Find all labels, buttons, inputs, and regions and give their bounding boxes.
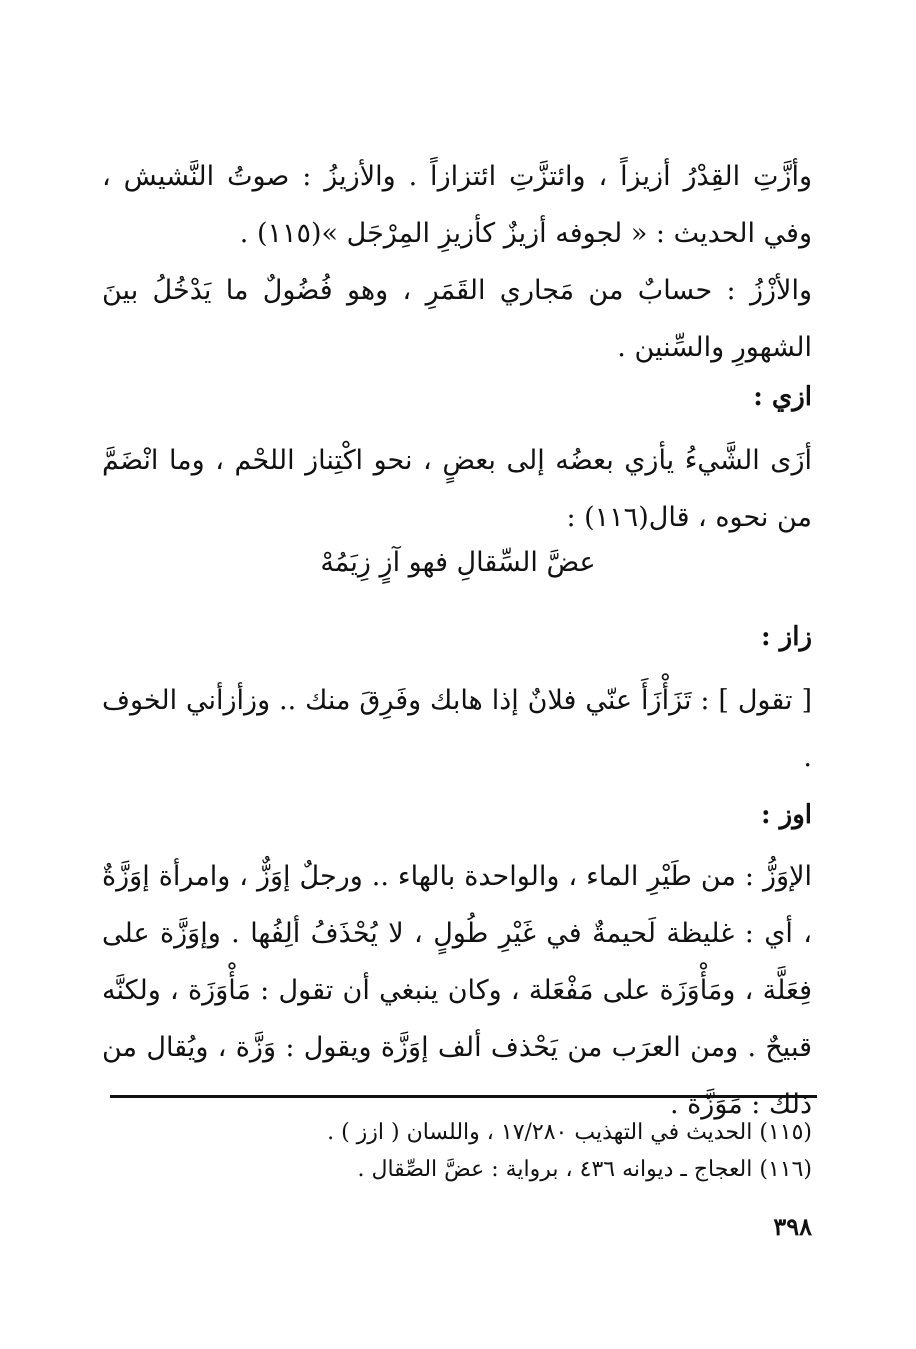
entry-zaz-paragraph: [ تقول ] : تَزَأْزَأَ عنّي فلانٌ إذا هابك وفَرِقَ منك .. وزأزأني الخوف . [102, 685, 812, 773]
poetry-verse: عضَّ السِّقالِ فهو آزٍ زِيَمُهْ [320, 547, 596, 578]
entry-azy-paragraph: أزَى الشَّيءُ يأزي بعضُه إلى بعضٍ ، نحو اكْتِناز اللحْم ، وما انْضَمَّ من نحوه ، قال(١١٦) : [102, 445, 812, 533]
footnote-divider [110, 1095, 817, 1098]
footnote-115: (١١٥) الحديث في التهذيب ١٧/٢٨٠ ، واللسان ( ازز ) . [327, 1120, 812, 1145]
entry-heading-azy: ازي : [753, 382, 812, 412]
entry-azz-paragraph: وأزَّتِ القِدْرُ أزيزاً ، وائتزَّتِ ائتزازاً . والأزيزُ : صوتُ النَّشيش ، وفي الحديث : « لجوفه أزيزٌ كأزيزِ المِرْجَل »(١١٥) . [102, 161, 812, 249]
entry-azz-paragraph-2: والأزْزُ : حسابٌ من مَجاري القَمَرِ ، وهو فُضُولٌ ما يَدْخُلُ بينَ الشهورِ والسِّنين . [102, 275, 812, 363]
entry-heading-zaz: زاز : [761, 622, 812, 652]
page-number: ٣٩٨ [773, 1212, 812, 1241]
entry-heading-awz: اوز : [761, 800, 812, 830]
entry-awz-paragraph: الإوَزُّ : من طَيْرِ الماء ، والواحدة بالهاء .. ورجلٌ إوَزٌّ ، وامرأة إوَزَّةٌ ، أي : غليظة لَحيمةٌ في غَيْرِ طُولٍ ، لا يُحْذَفُ ألِفُها . وإوَزَّة على فِعَلَّة ، ومَأْوَزَة على مَفْعَلة ، وكان ينبغي أن تقول : مَأْوَزَة ، ولكنَّه قبيحٌ . ومن العرَب من يَحْذف ألف إوَزَّة ويقول : وَزَّة ، ويُقال من ذلك : مَوَزَّة . [102, 861, 812, 1120]
footnote-116: (١١٦) العجاج ـ ديوانه ٤٣٦ ، برواية : عضَّ الصِّقال . [357, 1157, 812, 1182]
